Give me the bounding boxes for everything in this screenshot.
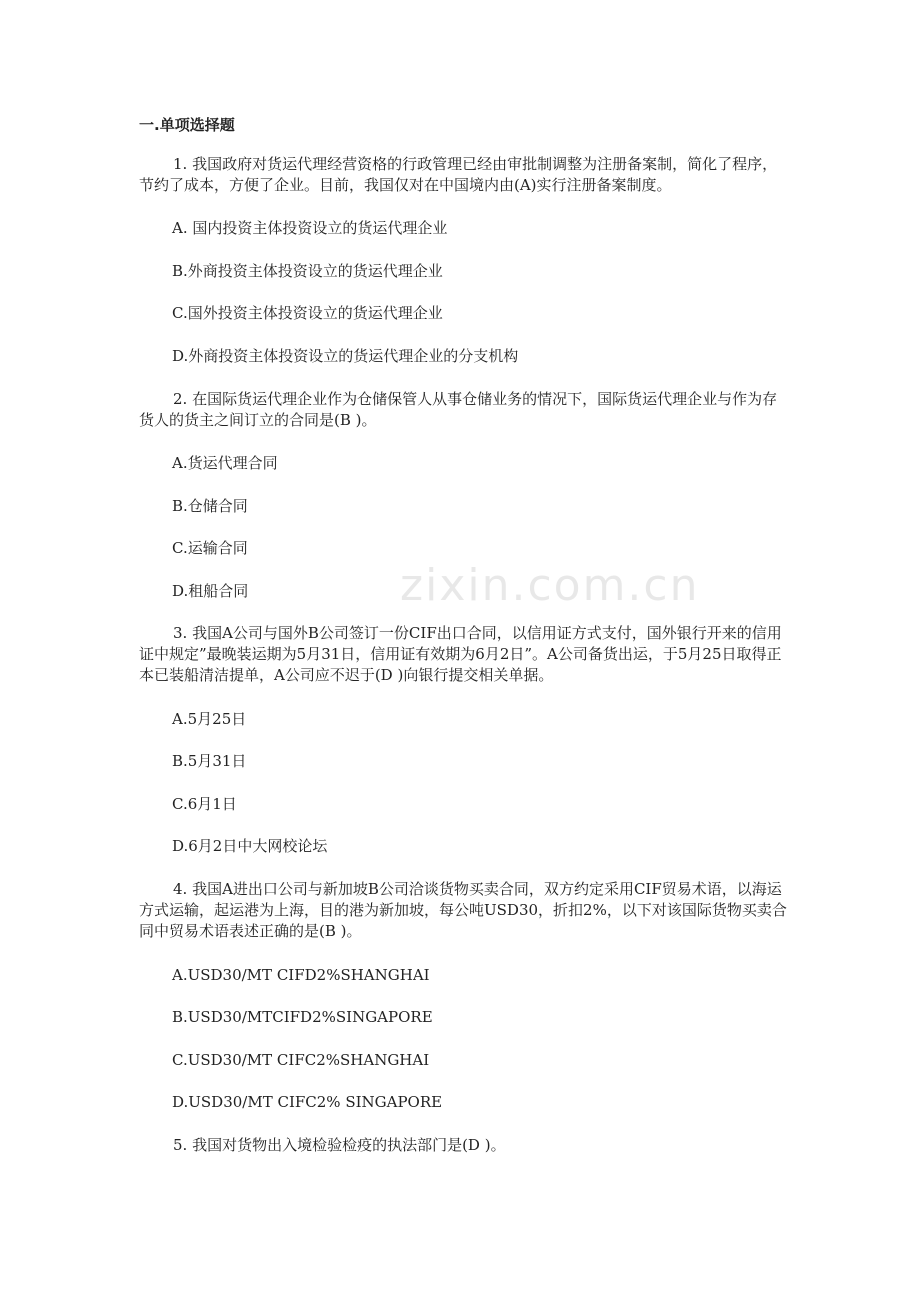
question-3: 3. 我国A公司与国外B公司签订一份CIF出口合同，以信用证方式支付，国外银行开来的信用证中规定”最晚装运期为5月31日，信用证有效期为6月2日”。A公司备货出运，于5月25日取得正本已装船清洁提单，A公司应不迟于(D )向银行提交相关单据。 (139, 624, 782, 684)
question-1: 1. 我国政府对货运代理经营资格的行政管理已经由审批制调整为注册备案制，简化了程序，节约了成本，方便了企业。目前，我国仅对在中国境内由(A)实行注册备案制度。 (139, 155, 778, 194)
option-3d: D.6月2日中大网校论坛 (172, 837, 328, 855)
option-2c: C.运输合同 (172, 539, 248, 557)
option-1c: C.国外投资主体投资设立的货运代理企业 (172, 304, 443, 322)
question-2: 2. 在国际货运代理企业作为仓储保管人从事仓储业务的情况下，国际货运代理企业与作为存货人的货主之间订立的合同是(B )。 (139, 390, 778, 429)
option-1b: B.外商投资主体投资设立的货运代理企业 (172, 262, 443, 280)
option-4b: B.USD30/MTCIFD2%SINGAPORE (172, 1008, 433, 1026)
option-2a: A.货运代理合同 (172, 454, 278, 472)
option-3c: C.6月1日 (172, 795, 237, 813)
option-4d: D.USD30/MT CIFC2% SINGAPORE (172, 1093, 443, 1111)
option-4a: A.USD30/MT CIFD2%SHANGHAI (172, 966, 430, 984)
watermark: zixin.com.cn (400, 560, 700, 611)
section-title: 一.单项选择题 (139, 116, 235, 134)
option-2d: D.租船合同 (172, 582, 249, 600)
option-1d: D.外商投资主体投资设立的货运代理企业的分支机构 (172, 347, 519, 365)
option-3a: A.5月25日 (172, 710, 247, 728)
option-3b: B.5月31日 (172, 752, 247, 770)
option-1a: A. 国内投资主体投资设立的货运代理企业 (172, 219, 448, 237)
option-2b: B.仓储合同 (172, 497, 248, 515)
question-4: 4. 我国A进出口公司与新加坡B公司洽谈货物买卖合同，双方约定采用CIF贸易术语，以海运方式运输，起运港为上海，目的港为新加坡，每公吨USD30，折扣2%，以下对该国际货物买卖合同中贸易术语表述正确的是(B )。 (139, 880, 787, 940)
option-4c: C.USD30/MT CIFC2%SHANGHAI (172, 1051, 430, 1069)
question-5: 5. 我国对货物出入境检验检疫的执法部门是(D )。 (173, 1136, 506, 1154)
